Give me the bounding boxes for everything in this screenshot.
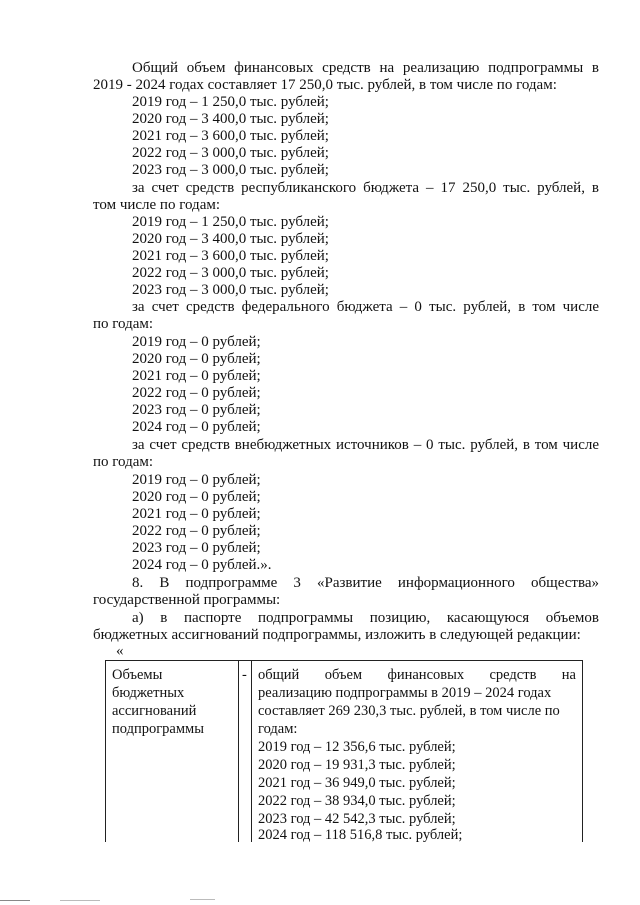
year-line: 2021 год – 0 рублей;	[132, 368, 261, 384]
year-line: 2022 год – 0 рублей;	[132, 523, 261, 539]
table-label-line: бюджетных	[112, 685, 185, 701]
table-divider	[238, 661, 239, 842]
table-dash: -	[242, 667, 247, 683]
year-line: 2021 год – 3 600,0 тыс. рублей;	[132, 128, 329, 144]
year-line: 2023 год – 3 000,0 тыс. рублей;	[132, 282, 329, 298]
federal-budget-line-1: за счет средств федерального бюджета – 0 тыс. рублей, в том числе	[132, 299, 599, 315]
extrabudget-line-1: за счет средств внебюджетных источников – 0 тыс. рублей, в том числе	[132, 437, 599, 453]
year-line: 2024 год – 0 рублей;	[132, 419, 261, 435]
extrabudget-line-2: по годам:	[93, 454, 154, 470]
table-content-line: 2024 год – 118 516,8 тыс. рублей;	[258, 827, 463, 843]
year-line: 2019 год – 1 250,0 тыс. рублей;	[132, 214, 329, 230]
year-line: 2022 год – 3 000,0 тыс. рублей;	[132, 265, 329, 281]
item-8-line-2: государственной программы:	[93, 592, 281, 608]
table-label-line: Объемы	[112, 667, 163, 683]
scan-artifact	[60, 900, 100, 901]
paragraph-1-line-2: 2019 - 2024 годах составляет 17 250,0 тыс. рублей, в том числе по годам:	[93, 77, 557, 93]
year-line: 2019 год – 1 250,0 тыс. рублей;	[132, 94, 329, 110]
budget-table	[105, 660, 583, 842]
item-8-line-1: 8. В подпрограмме 3 «Развитие информационного общества»	[132, 575, 599, 591]
table-content-line: 2021 год – 36 949,0 тыс. рублей;	[258, 775, 456, 791]
scan-artifact	[190, 899, 215, 900]
year-line: 2020 год – 3 400,0 тыс. рублей;	[132, 231, 329, 247]
table-content-line: 2023 год – 42 542,3 тыс. рублей;	[258, 811, 456, 827]
table-content-line: составляет 269 230,3 тыс. рублей, в том числе по	[258, 703, 560, 719]
year-line: 2019 год – 0 рублей;	[132, 334, 261, 350]
republican-budget-line-2: том числе по годам:	[93, 197, 221, 213]
year-line: 2023 год – 0 рублей;	[132, 540, 261, 556]
table-divider	[251, 661, 252, 842]
scan-artifact	[0, 900, 30, 901]
opening-quote: «	[116, 643, 124, 659]
table-content-line: 2022 год – 38 934,0 тыс. рублей;	[258, 793, 456, 809]
table-content-line: годам:	[258, 721, 298, 737]
year-line: 2022 год – 0 рублей;	[132, 385, 261, 401]
year-line: 2020 год – 3 400,0 тыс. рублей;	[132, 111, 329, 127]
republican-budget-line-1: за счет средств республиканского бюджета – 17 250,0 тыс. рублей, в	[132, 180, 599, 196]
table-content-line: общий объем финансовых средств на	[258, 667, 576, 683]
year-line: 2021 год – 0 рублей;	[132, 506, 261, 522]
item-a-line-2: бюджетных ассигнований подпрограммы, изложить в следующей редакции:	[93, 627, 581, 643]
year-line: 2020 год – 0 рублей;	[132, 351, 261, 367]
year-line: 2024 год – 0 рублей.».	[132, 557, 272, 573]
year-line: 2020 год – 0 рублей;	[132, 489, 261, 505]
item-a-line-1: а) в паспорте подпрограммы позицию, касающуюся объемов	[132, 610, 599, 626]
table-content-line: реализацию подпрограммы в 2019 – 2024 годах	[258, 685, 552, 701]
year-line: 2023 год – 0 рублей;	[132, 402, 261, 418]
table-label-line: ассигнований	[112, 703, 197, 719]
table-content-line: 2019 год – 12 356,6 тыс. рублей;	[258, 739, 456, 755]
year-line: 2023 год – 3 000,0 тыс. рублей;	[132, 162, 329, 178]
federal-budget-line-2: по годам:	[93, 316, 154, 332]
year-line: 2019 год – 0 рублей;	[132, 472, 261, 488]
paragraph-1-line-1: Общий объем финансовых средств на реализацию подпрограммы в	[132, 60, 599, 76]
year-line: 2022 год – 3 000,0 тыс. рублей;	[132, 145, 329, 161]
table-content-line: 2020 год – 19 931,3 тыс. рублей;	[258, 757, 456, 773]
year-line: 2021 год – 3 600,0 тыс. рублей;	[132, 248, 329, 264]
table-label-line: подпрограммы	[112, 721, 204, 737]
